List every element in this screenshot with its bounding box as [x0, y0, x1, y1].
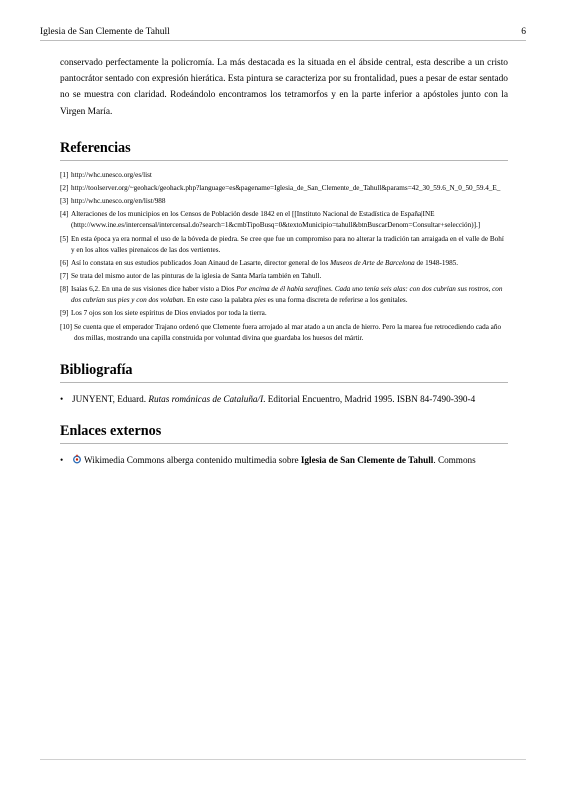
- reference-link[interactable]: http://whc.unesco.org/en/list/988: [71, 197, 166, 206]
- text-span: Se trata del mismo autor de las pinturas de la iglesia de Santa María también en Tahull.: [71, 271, 322, 280]
- text-span: . Commons: [433, 454, 476, 465]
- text-span: . Editorial Encuentro, Madrid 1995. ISBN 84-7490-390-4: [263, 393, 476, 404]
- text-span: Isaías 6,2. En una de sus visiones dice haber visto a Dios: [71, 285, 237, 294]
- text-span: Los 7 ojos son los siete espíritus de Dios enviados por toda la tierra.: [71, 309, 267, 318]
- bibliography-item: [60, 392, 508, 406]
- reference-number: [6]: [60, 258, 69, 267]
- bibliography-text: [72, 394, 475, 404]
- page-header: [40, 27, 526, 41]
- footer-divider: [40, 759, 526, 760]
- references-heading: Referencias: [60, 140, 508, 161]
- bibliography-heading: Bibliografía: [60, 362, 508, 383]
- reference-text: [74, 323, 501, 342]
- reference-number: [9]: [60, 309, 69, 318]
- reference-text: [71, 272, 321, 280]
- text-span: En este caso la palabra: [185, 296, 255, 305]
- reference-number: [3]: [60, 197, 69, 206]
- reference-item: [60, 308, 508, 319]
- text-span: JUNYENT, Eduard.: [72, 393, 149, 404]
- reference-text: [71, 259, 458, 267]
- reference-link[interactable]: http://whc.unesco.org/es/list: [71, 170, 152, 179]
- reference-text: [71, 197, 166, 205]
- reference-text: [71, 184, 500, 192]
- text-span: de 1948-1985.: [414, 258, 459, 267]
- reference-number: [5]: [60, 234, 69, 243]
- reference-item: [60, 183, 508, 194]
- text-span: Así lo constata en sus estudios publicados Joan Ainaud de Lasarte, director general de los: [71, 258, 331, 267]
- article-body: [60, 55, 508, 467]
- text-span: Wikimedia Commons alberga contenido multimedia sobre: [84, 454, 301, 465]
- text-span: Se cuenta que el emperador Trajano ordenó que Clemente fuera arrojado al mar atado a un ancla de hierro. Pero la marea fue retrocediendo cada año dos millas, mostrando una capilla construida por voluntad divina que guardaba los huesos del mártir.: [74, 322, 502, 342]
- bibliography-list: [60, 392, 508, 406]
- external-link-item: [60, 453, 508, 467]
- reference-item: [60, 284, 508, 306]
- reference-item: [60, 196, 508, 207]
- text-span: es una forma discreta de referirse a los genitales.: [265, 296, 408, 305]
- reference-item: [60, 170, 508, 181]
- header-divider: [40, 40, 526, 41]
- references-list: [60, 170, 508, 344]
- wikimedia-commons-icon: [72, 454, 82, 464]
- reference-text: [71, 309, 267, 317]
- reference-link[interactable]: http://toolserver.org/~geohack/geohack.php?language=es&pagename=Iglesia_de_San_Clemente_de_Tahull&params=42_30_59.6_N_0_50_59.4_E_: [71, 184, 501, 192]
- bold-text: Iglesia de San Clemente de Tahull: [300, 454, 434, 465]
- bullet-marker: •: [60, 454, 64, 465]
- bullet-marker: •: [60, 393, 64, 404]
- reference-number: [4]: [60, 210, 69, 219]
- reference-number: [7]: [60, 271, 69, 280]
- reference-item: [60, 322, 508, 344]
- reference-number: [2]: [60, 184, 69, 192]
- reference-number: [8]: [60, 285, 69, 294]
- running-title: Iglesia de San Clemente de Tahull: [40, 27, 170, 37]
- reference-item: [60, 209, 508, 231]
- reference-text: [71, 235, 504, 254]
- reference-item: [60, 234, 508, 256]
- reference-number: [10]: [60, 322, 72, 331]
- reference-text: [71, 210, 480, 229]
- reference-text: [71, 171, 152, 179]
- page-number: 6: [521, 27, 526, 37]
- text-span: Alteraciones de los municipios en los Censos de Población desde 1842 en el [[Instituto Nacional de Estadística de España|INE (http://www.ine.es/intercensal/intercensal.do?search=1&cmbTipoBusq=0&textoMunicipio=tahull&btnBuscarDenom=Consultar+selección)].]: [71, 210, 481, 230]
- external-link-text: [84, 455, 476, 465]
- italic-text: Museos de Arte de Barcelona: [330, 258, 415, 267]
- external-links-heading: Enlaces externos: [60, 423, 508, 444]
- external-links-list: [60, 453, 508, 467]
- reference-text: [71, 285, 502, 304]
- italic-text: pies: [254, 296, 266, 305]
- italic-text: Rutas románicas de Cataluña/I: [148, 393, 264, 404]
- reference-number: [1]: [60, 170, 69, 179]
- reference-item: [60, 258, 508, 269]
- intro-paragraph: conservado perfectamente la policromía. La más destacada es la situada en el ábside central, esta describe a un cristo pantocrátor sentado con expresión hierática. Esta pintura se caracteriza por su frontalidad, pues a pesar de estar sentado no se muestra con claridad. Rodeándolo encontramos los tetramorfos y en la parte inferior a apóstoles junto con la Virgen María.: [60, 58, 508, 117]
- italic-text: Por encima de él había serafines. Cada uno tenía seis alas: con dos cubrían sus rostros, con dos cubrían sus pies y con dos volaban.: [71, 285, 503, 305]
- text-span: En esta época ya era normal el uso de la bóveda de piedra. Se cree que fue un compromiso para no alterar la tradición tan arraigada en el valle de Bohí y en los altos valles pirenaicos de las dos vertientes.: [71, 234, 504, 254]
- reference-item: [60, 271, 508, 282]
